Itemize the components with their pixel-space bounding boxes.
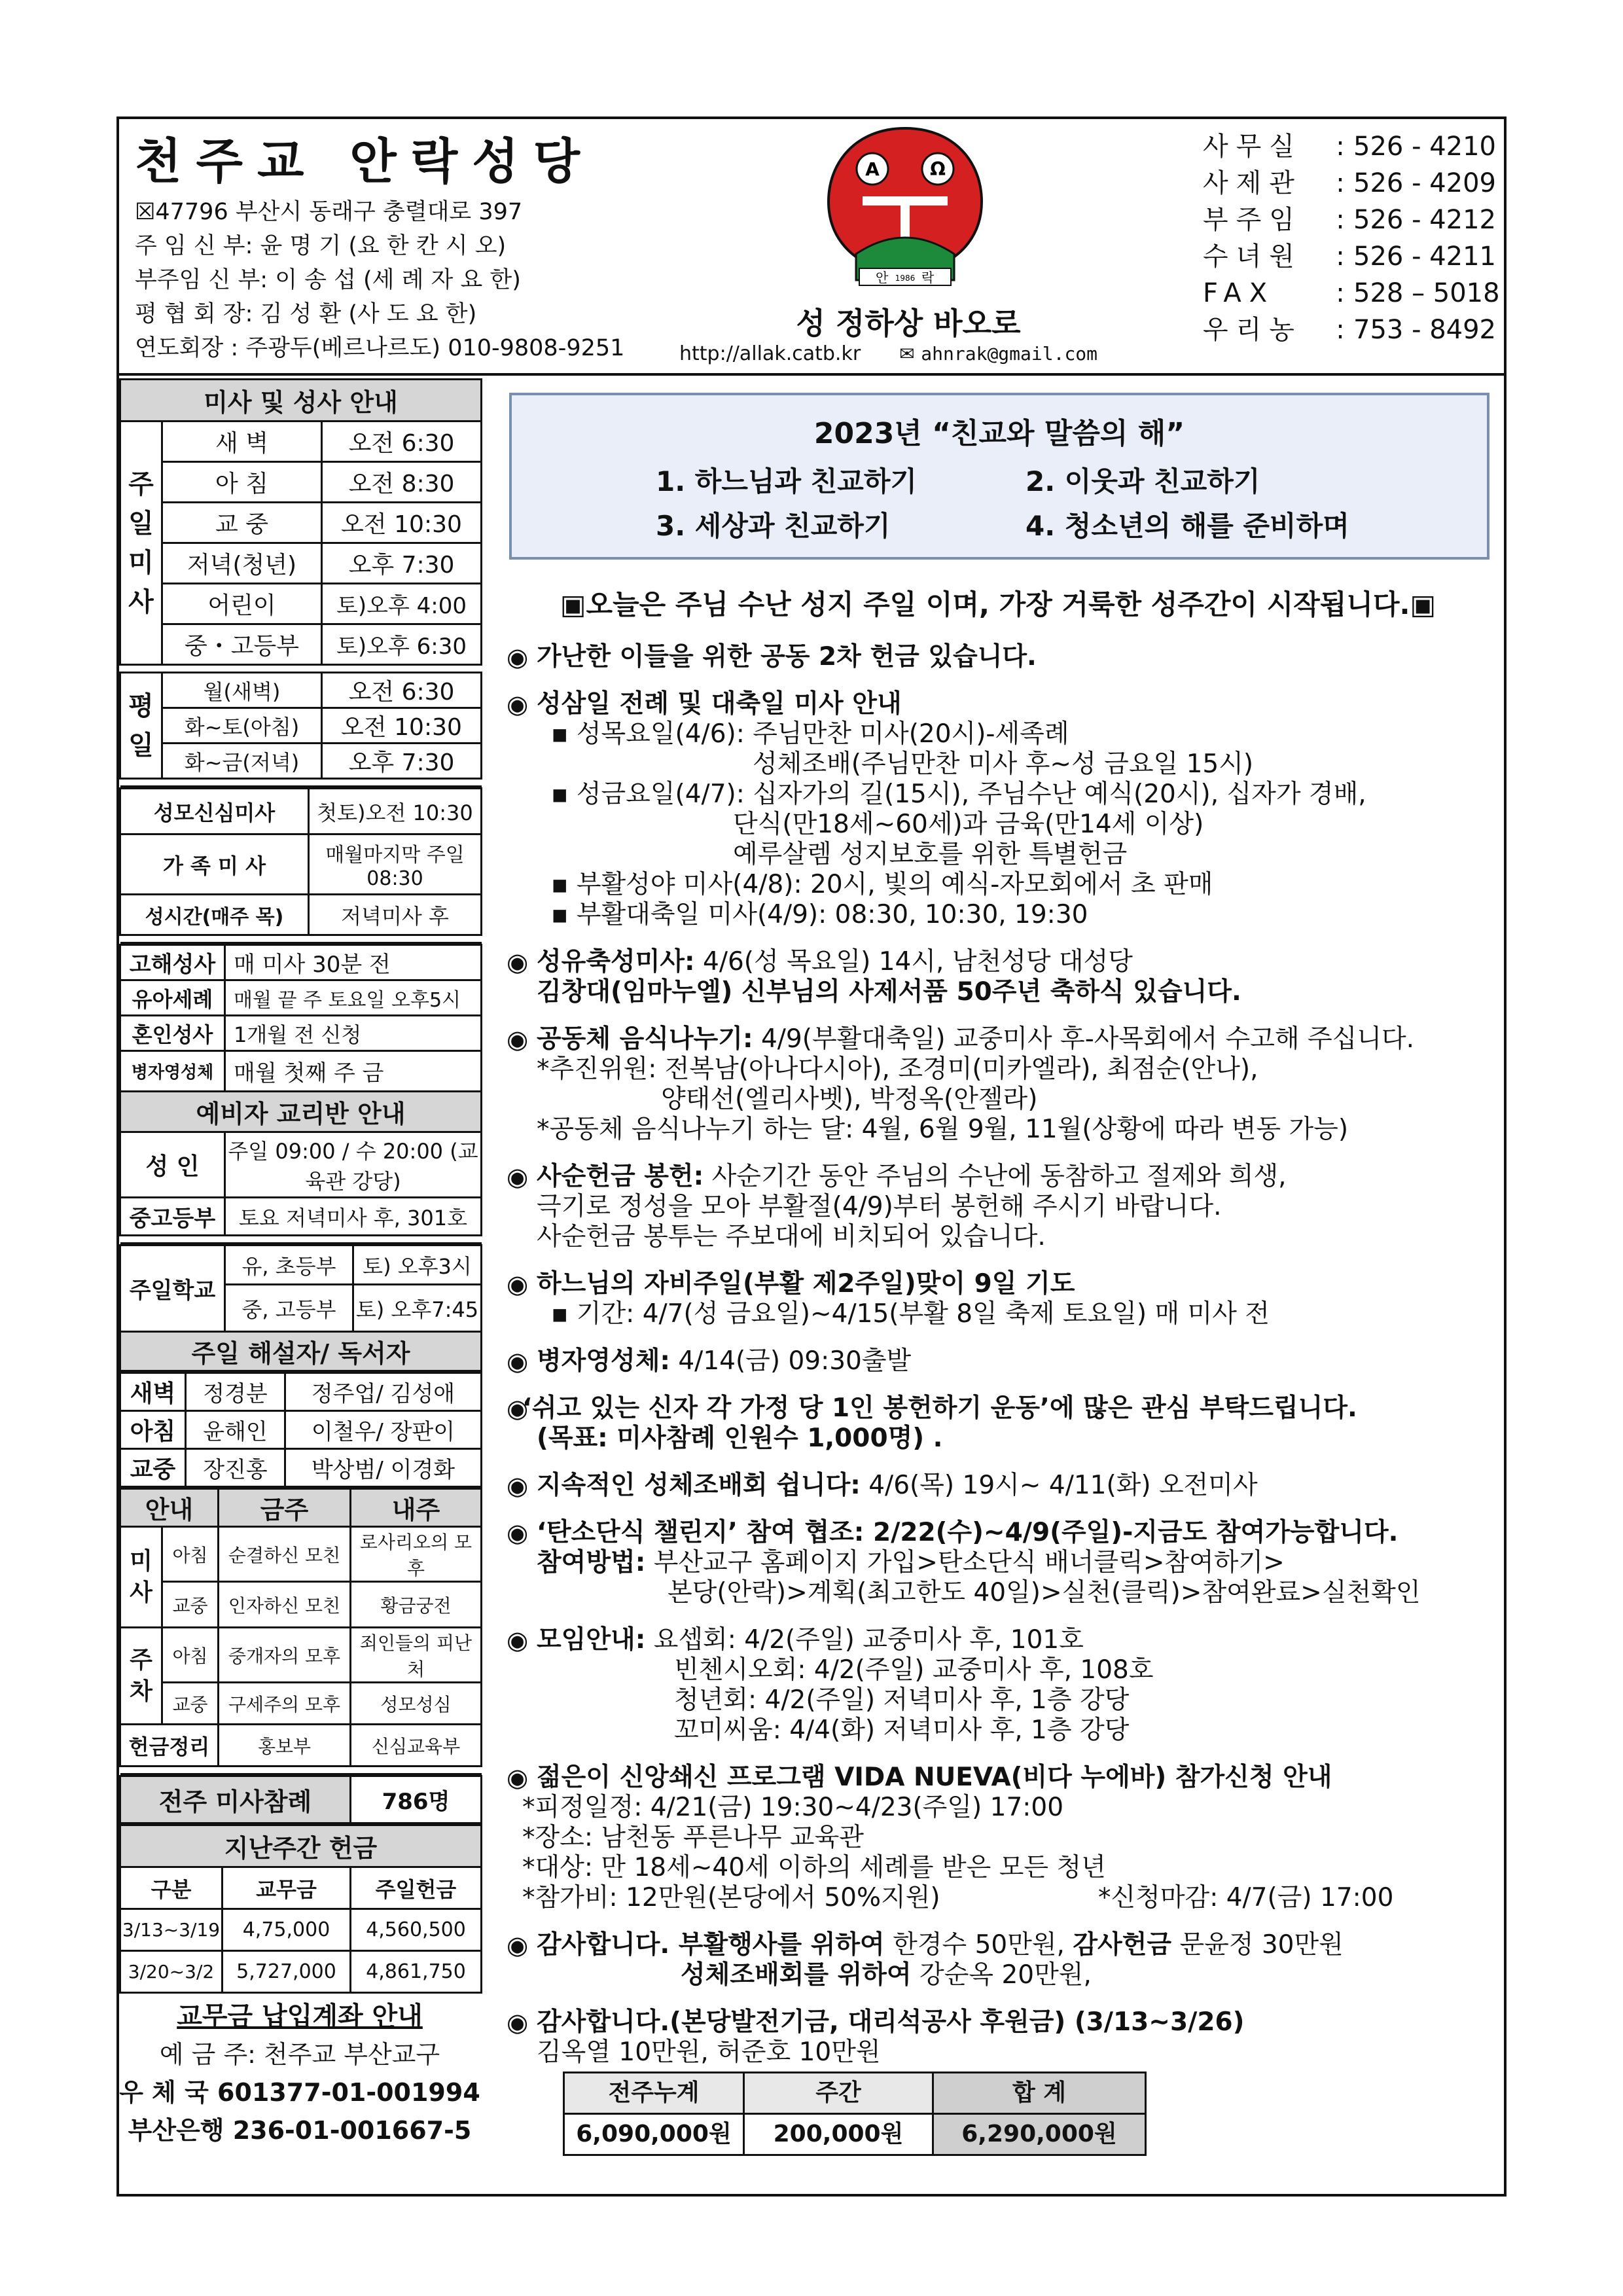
left-sidebar	[119, 378, 480, 2149]
account-title: 교무금 납입계좌 안내	[177, 2001, 423, 2032]
mass-name: 중・고등부	[162, 624, 322, 665]
notice-line: ▪ 성목요일(4/6): 주님만찬 미사(20시)-세족례	[551, 719, 1069, 749]
hymn-header: 안내	[120, 1489, 219, 1527]
fund-table	[563, 2072, 1147, 2156]
notice-text: 4/6(성 목요일) 14시, 남천성당 대성당	[694, 947, 1133, 977]
bullet-icon: ◉	[507, 1025, 529, 1054]
commentator: 정경분	[186, 1373, 285, 1411]
contact-row: 우리농 : 753 - 8492	[1203, 315, 1497, 345]
notice-title: 성삼일 전례 및 대축일 미사 안내	[537, 689, 902, 719]
account-info	[119, 1994, 480, 2149]
offering-dues: 4,75,000	[223, 1909, 351, 1951]
special-name: 가 족 미 사	[120, 834, 309, 895]
sacrament-time: 매월 첫째 주 금	[225, 1051, 482, 1092]
address-block	[135, 195, 624, 365]
notice-line: *신청마감: 4/7(금) 17:00	[1098, 1883, 1394, 1912]
notice-title: 젊은이 신앙쇄신 프로그램 VIDA NUEVA(비다 누에바) 참가신청 안내	[537, 1763, 1332, 1792]
mass-heading: 미사 및 성사 안내	[120, 380, 482, 422]
notice-title: 감사합니다.	[537, 1930, 670, 1960]
hymn-mass: 교중	[162, 1683, 219, 1725]
fund-header: 전주누계	[564, 2073, 744, 2114]
notice-list	[497, 642, 1499, 2156]
theme-title: 2023년 “친교와 말씀의 해”	[813, 417, 1185, 450]
readers: 이철우/ 장판이	[285, 1411, 482, 1449]
fund-value: 6,090,000원	[564, 2114, 744, 2155]
offering-header: 주일헌금	[351, 1867, 482, 1909]
reader-mass: 교중	[120, 1449, 186, 1487]
bullet-icon: ◉	[507, 1347, 529, 1376]
offering-dues: 5,727,000	[223, 1951, 351, 1993]
contact-row: 수녀원 : 526 - 4211	[1203, 242, 1497, 272]
notice-item	[497, 947, 1499, 1007]
offering-header: 구분	[120, 1867, 223, 1909]
sacrament-time: 매월 끝 주 토요일 오후5시	[225, 980, 482, 1016]
notice-line: *장소: 남천동 푸른나무 교육관	[522, 1823, 864, 1852]
main-content	[497, 393, 1499, 2165]
mass-schedule-table	[119, 378, 482, 787]
special-time: 저녁미사 후	[309, 895, 482, 935]
notice-item	[497, 642, 1499, 672]
hymn-mass: 교중	[162, 1582, 219, 1628]
notice-text: 사순기간 동안 주님의 수난에 동참하고 절제와 희생,	[704, 1162, 1287, 1191]
sacrament-name: 혼인성사	[120, 1016, 225, 1051]
headline: ▣오늘은 주님 수난 성지 주일 이며, 가장 거룩한 성주간이 시작됩니다.▣	[560, 588, 1436, 620]
notice-text: 성체조배회를 위하여	[681, 1960, 912, 1990]
church-logo	[810, 123, 1000, 293]
notice-line: ▪ 기간: 4/7(성 금요일)~4/15(부활 8일 축제 토요일) 매 미사 전	[551, 1299, 1270, 1329]
mass-name: 어린이	[162, 584, 322, 624]
notice-text: 4/6(목) 19시~ 4/11(화) 오전미사	[860, 1471, 1258, 1500]
bullet-icon: ◉	[507, 1763, 529, 1792]
offering-sunday: 4,861,750	[351, 1951, 482, 1993]
hymn-this-week: 중개자의 모후	[219, 1628, 351, 1683]
special-time: 첫토)오전 10:30	[309, 789, 482, 834]
readers-heading: 주일 해설자/ 독서자	[120, 1332, 482, 1371]
fund-header: 합 계	[933, 2073, 1146, 2114]
notice-item	[497, 1763, 1499, 1913]
hymn-this-week: 인자하신 모친	[219, 1582, 351, 1628]
notice-item	[497, 1393, 1499, 1454]
sunday-mass-label: 주 일 미 사	[120, 422, 162, 665]
mass-name: 화~금(저녁)	[162, 744, 322, 779]
notice-line: 꼬미씨움: 4/4(화) 저녁미사 후, 1층 강당	[674, 1715, 1130, 1745]
sacrament-time: 매 미사 30분 전	[225, 945, 482, 980]
notice-line: 성체조배(주님만찬 미사 후~성 금요일 15시)	[753, 749, 1254, 779]
mass-name: 화~토(아침)	[162, 708, 322, 744]
mass-time: 오전 6:30	[322, 422, 482, 462]
notice-title: 지속적인 성체조배회 쉽니다:	[537, 1471, 861, 1500]
offering-table	[119, 1824, 482, 1994]
special-mass-table	[119, 787, 482, 944]
catechumen-time: 토요 저녁미사 후, 301호	[225, 1198, 482, 1236]
notice-title: 하느님의 자비주일(부활 제2주일)맞이 9일 기도	[537, 1269, 1075, 1299]
notice-line: 김창대(임마누엘) 신부님의 사제서품 50주년 축하식 있습니다.	[537, 977, 1241, 1007]
bullet-icon: ◉	[507, 1931, 529, 1960]
notice-title: 성유축성미사:	[537, 947, 695, 977]
year-theme-box	[509, 393, 1489, 560]
hymn-next-week: 로사리오의 모후	[351, 1527, 482, 1582]
notice-line: ▪ 부활대축일 미사(4/9): 08:30, 10:30, 19:30	[551, 900, 1088, 929]
notice-text: 한경수 50만원,	[884, 1930, 1073, 1960]
email-link[interactable]: ahnrak@gmail.com	[921, 343, 1098, 365]
contact-row: 사제관 : 526 - 4209	[1203, 168, 1497, 198]
bullet-icon: ◉	[507, 1518, 529, 1547]
notice-line: 김옥열 10만원, 허준호 10만원	[537, 2037, 881, 2067]
offering-sort-next-week: 신심교육부	[351, 1725, 482, 1767]
notice-text: 요셉회: 4/2(주일) 교중미사 후, 101호	[645, 1625, 1084, 1655]
notice-title: ‘탄소단식 챌린지’ 참여 협조: 2/22(수)~4/9(주일)-지금도 참여가능합니다.	[537, 1518, 1399, 1547]
hymn-this-week: 순결하신 모친	[219, 1527, 351, 1582]
notice-text: 4/14(금) 09:30출발	[669, 1346, 912, 1376]
offering-sort-label: 헌금정리	[120, 1725, 219, 1767]
theme-goal: 2. 이웃과 친교하기	[1026, 465, 1260, 497]
mass-name: 아 침	[162, 462, 322, 503]
notice-title: 감사합니다.(본당발전기금, 대리석공사 후원금) (3/13~3/26)	[537, 2007, 1245, 2037]
hymn-mass: 아침	[162, 1527, 219, 1582]
logo-text-right: 락	[921, 270, 935, 285]
notice-line: ▪ 부활성야 미사(4/8): 20시, 빛의 예식-자모회에서 초 판매	[551, 870, 1213, 899]
fund-header: 주간	[744, 2073, 933, 2114]
bullet-icon: ◉	[507, 643, 529, 672]
hymn-this-week: 구세주의 모후	[219, 1683, 351, 1725]
commentator: 장진홍	[186, 1449, 285, 1487]
mass-name: 저녁(청년)	[162, 543, 322, 584]
notice-line: 예루살렘 성지보호를 위한 특별헌금	[733, 840, 1128, 869]
notice-line: *피정일정: 4/21(금) 19:30~4/23(주일) 17:00	[522, 1793, 1064, 1822]
notice-text: 부산교구 홈페이지 가입>탄소단식 배너클릭>참여하기>	[645, 1548, 1285, 1577]
contact-row: 사무실 : 526 - 4210	[1203, 132, 1497, 162]
mass-time: 토)오후 6:30	[322, 624, 482, 665]
notice-text: 문윤정 30만원	[1171, 1930, 1344, 1960]
notice-line: 단식(만18세~60세)과 금육(만14세 이상)	[733, 810, 1204, 839]
special-time: 매월마지막 주일 08:30	[309, 834, 482, 895]
attendance-label: 전주 미사참례	[120, 1776, 351, 1823]
patron-saint: 성 정하상 바오로	[796, 306, 1021, 341]
hymn-group: 주 차	[120, 1628, 162, 1725]
logo-alpha: A	[865, 158, 880, 180]
notice-item	[497, 1346, 1499, 1376]
notice-label: 참여방법:	[537, 1548, 646, 1577]
special-name: 성시간(매주 목)	[120, 895, 309, 935]
mass-time: 오후 7:30	[322, 543, 482, 584]
hymn-header: 금주	[219, 1489, 351, 1527]
website-link[interactable]: http://allak.catb.kr	[679, 342, 861, 365]
catechumen-heading: 예비자 교리반 안내	[120, 1092, 482, 1132]
fund-value: 200,000원	[744, 2114, 933, 2155]
commentator: 윤해인	[186, 1411, 285, 1449]
bullet-icon: ◉	[507, 690, 529, 719]
notice-text: 강순옥 20만원,	[911, 1960, 1092, 1990]
logo-omega: Ω	[930, 158, 946, 180]
web-contact	[679, 342, 1097, 365]
offering-header: 교무금	[223, 1867, 351, 1909]
special-name: 성모신심미사	[120, 789, 309, 834]
bulletin-header	[116, 117, 1507, 376]
address-line: 주 임 신 부: 윤 명 기 (요 한 칸 시 오)	[135, 233, 507, 259]
notice-line: *대상: 만 18세~40세 이하의 세례를 받은 모든 청년	[522, 1853, 1106, 1882]
hymn-header: 내주	[351, 1489, 482, 1527]
readers-table	[119, 1372, 482, 1488]
notice-item	[497, 1930, 1499, 1990]
notice-item	[497, 1269, 1499, 1329]
sacrament-table	[119, 944, 482, 1244]
offering-heading: 지난주간 헌금	[120, 1825, 482, 1867]
bullet-icon: ◉	[507, 948, 529, 977]
hymn-mass: 아침	[162, 1628, 219, 1683]
account-bank: 부산은행 236-01-001667-5	[128, 2116, 472, 2145]
notice-title: 사순헌금 봉헌:	[537, 1162, 704, 1191]
sacrament-name: 유아세례	[120, 980, 225, 1016]
mass-time: 오전 6:30	[322, 673, 482, 708]
notice-title: 병자영성체:	[537, 1346, 670, 1376]
weekday-mass-label: 평 일	[120, 673, 162, 779]
notice-text: 4/9(부활대축일) 교중미사 후-사목회에서 수고해 주십니다.	[753, 1024, 1415, 1054]
address-line: ☒47796 부산시 동래구 충렬대로 397	[135, 199, 523, 225]
bullet-icon: ◉	[507, 1394, 529, 1423]
hymn-next-week: 성모성심	[351, 1683, 482, 1725]
bullet-icon: ◉	[507, 1270, 529, 1299]
school-group: 중, 고등부	[225, 1285, 353, 1332]
offering-period: 3/20~3/2	[120, 1951, 223, 1993]
contact-list	[1203, 128, 1500, 348]
sacrament-name: 병자영성체	[120, 1051, 225, 1092]
mass-time: 오후 7:30	[322, 744, 482, 779]
logo-text-left: 안	[876, 270, 889, 285]
notice-line: 빈첸시오회: 4/2(주일) 교중미사 후, 108호	[674, 1655, 1154, 1685]
catechumen-group: 성 인	[120, 1132, 225, 1198]
sacrament-name: 고해성사	[120, 945, 225, 980]
hymn-table	[119, 1488, 482, 1775]
bullet-icon: ◉	[507, 1626, 529, 1655]
hymn-next-week: 죄인들의 피난처	[351, 1628, 482, 1683]
catechumen-group: 중고등부	[120, 1198, 225, 1236]
offering-sort-this-week: 홍보부	[219, 1725, 351, 1767]
notice-item	[497, 1024, 1499, 1145]
mass-name: 새 벽	[162, 422, 322, 462]
notice-line: *공동체 음식나누기 하는 달: 4월, 6월 9월, 11월(상황에 따라 변동 가능)	[537, 1115, 1349, 1144]
notice-line: *추진위원: 전복남(아나다시아), 조경미(미카엘라), 최점순(안나),	[537, 1054, 1258, 1084]
notice-line: ▪ 성금요일(4/7): 십자가의 길(15시), 주님수난 예식(20시), 십자가 경배,	[551, 780, 1366, 809]
church-name: 천주교 안락성당	[135, 134, 595, 190]
notice-item	[497, 1518, 1499, 1608]
offering-sunday: 4,560,500	[351, 1909, 482, 1951]
notice-line: 극기로 정성을 모아 부활절(4/9)부터 봉헌해 주시기 바랍니다.	[537, 1192, 1222, 1221]
school-group: 유, 초등부	[225, 1246, 353, 1285]
address-line: 연도회장 : 주광두(베르나르도) 010-9808-9251	[135, 335, 625, 361]
theme-goal: 4. 청소년의 해를 준비하며	[1026, 510, 1349, 542]
attendance-table	[119, 1775, 482, 1824]
notice-line: 양태선(엘리사벳), 박정옥(안젤라)	[661, 1085, 1038, 1114]
notice-line: 본당(안락)>계획(최고한도 40일)>실천(클릭)>참여완료>실천확인	[668, 1578, 1421, 1607]
mass-name: 교 중	[162, 503, 322, 543]
address-line: 부주임 신 부: 이 송 섭 (세 례 자 요 한)	[135, 267, 521, 293]
mail-icon: ✉	[899, 343, 915, 365]
notice-item	[497, 1162, 1499, 1252]
notice-item	[497, 2007, 1499, 2156]
account-holder: 예 금 주: 천주교 부산교구	[159, 2040, 440, 2069]
bullet-icon: ◉	[507, 1162, 529, 1191]
theme-goal: 1. 하느님과 친교하기	[656, 465, 917, 497]
catechumen-time: 주일 09:00 / 수 20:00 (교육관 강당)	[225, 1132, 482, 1198]
notice-item	[497, 1471, 1499, 1501]
notice-title: 가난한 이들을 위한 공동 2차 헌금 있습니다.	[537, 642, 1037, 672]
notice-item	[497, 689, 1499, 930]
notice-title: 공동체 음식나누기:	[537, 1024, 753, 1054]
logo-year: 1986	[895, 274, 916, 283]
bullet-icon: ◉	[507, 1471, 529, 1500]
bullet-icon: ◉	[507, 2008, 529, 2037]
reader-mass: 새벽	[120, 1373, 186, 1411]
mass-time: 오전 8:30	[322, 462, 482, 503]
address-line: 평 협 회 장: 김 성 환 (사 도 요 한)	[135, 301, 477, 327]
notice-title: 모임안내:	[537, 1625, 646, 1655]
school-time: 토) 오후3시	[353, 1246, 482, 1285]
mass-time: 오전 10:30	[322, 503, 482, 543]
mass-time: 토)오후 4:00	[322, 584, 482, 624]
fund-value: 6,290,000원	[933, 2114, 1146, 2155]
sunday-school-table	[119, 1244, 482, 1372]
account-post: 우 체 국 601377-01-001994	[119, 2078, 480, 2107]
mass-name: 월(새벽)	[162, 673, 322, 708]
notice-text: 감사헌금	[1073, 1930, 1172, 1960]
theme-goal: 3. 세상과 친교하기	[656, 510, 891, 542]
notice-line: *참가비: 12만원(본당에서 50%지원)	[522, 1883, 940, 1912]
notice-text: 부활행사를 위하여	[669, 1930, 885, 1960]
readers: 박상범/ 이경화	[285, 1449, 482, 1487]
notice-title: ‘쉬고 있는 신자 각 가정 당 1인 봉헌하기 운동’에 많은 관심 부탁드립니다.	[522, 1393, 1357, 1423]
hymn-group: 미 사	[120, 1527, 162, 1628]
notice-line: 청년회: 4/2(주일) 저녁미사 후, 1층 강당	[674, 1685, 1130, 1715]
sunday-school-label: 주일학교	[120, 1246, 225, 1332]
contact-row: FAX : 528 – 5018	[1203, 278, 1500, 308]
offering-period: 3/13~3/19	[120, 1909, 223, 1951]
hymn-next-week: 황금궁전	[351, 1582, 482, 1628]
theme-goals	[512, 459, 1487, 548]
mass-time: 오전 10:30	[322, 708, 482, 744]
attendance-value: 786명	[351, 1776, 482, 1823]
readers: 정주업/ 김성애	[285, 1373, 482, 1411]
notice-line: (목표: 미사참례 인원수 1,000명) .	[537, 1424, 943, 1453]
notice-item	[497, 1625, 1499, 1746]
contact-row: 부주임 : 526 - 4212	[1203, 205, 1497, 235]
school-time: 토) 오후7:45	[353, 1285, 482, 1332]
reader-mass: 아침	[120, 1411, 186, 1449]
notice-line: 사순헌금 봉투는 주보대에 비치되어 있습니다.	[537, 1222, 1046, 1251]
sacrament-time: 1개월 전 신청	[225, 1016, 482, 1051]
